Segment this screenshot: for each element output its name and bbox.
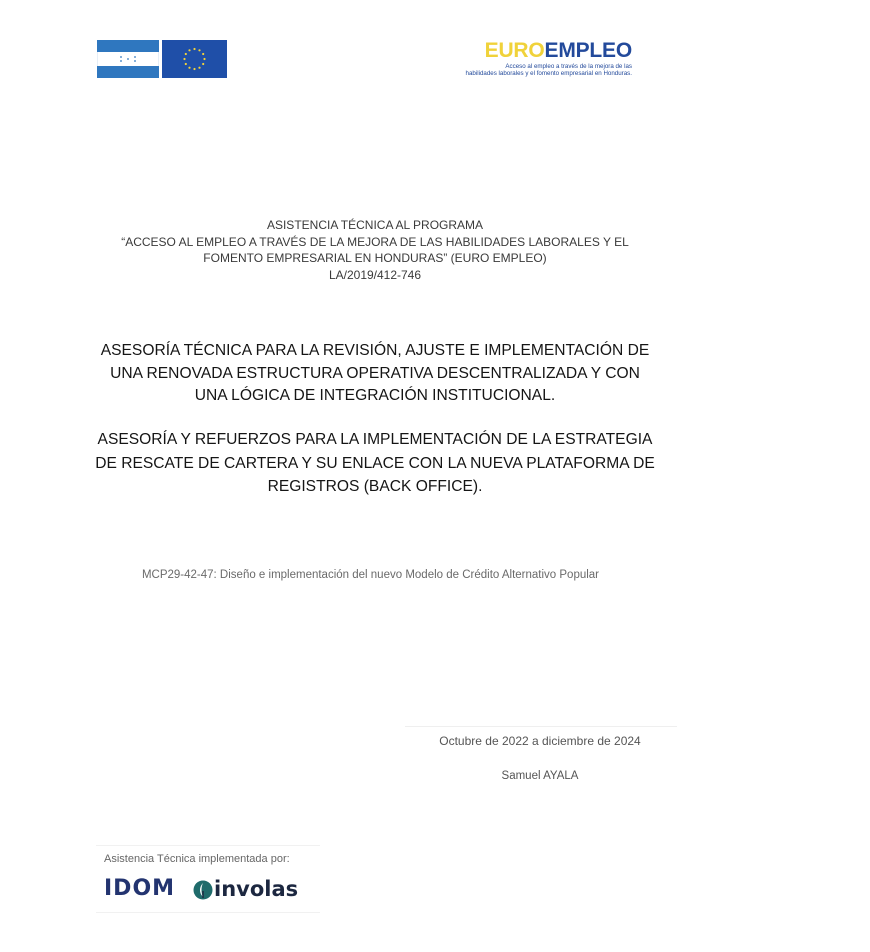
document-period: Octubre de 2022 a diciembre de 2024 — [439, 734, 641, 748]
euroempleo-logo — [410, 40, 632, 80]
euroempleo-word-empleo: EMPLEO — [544, 39, 632, 62]
document-title-1 — [95, 340, 655, 408]
programa-line2: “ACCESO AL EMPLEO A TRAVÉS DE LA MEJORA DE LAS HABILIDADES LABORALES Y EL — [121, 234, 629, 249]
euroempleo-tagline-line2: habilidades laborales y el fomento empresarial en Honduras. — [465, 70, 632, 77]
programa-block — [100, 217, 650, 283]
flag-band-bottom — [97, 66, 159, 78]
title2-line3: REGISTROS (BACK OFFICE). — [267, 478, 483, 495]
programa-line3: FOMENTO EMPRESARIAL EN HONDURAS” (EURO EMPLEO) — [203, 251, 547, 265]
document-subtitle: MCP29-42-47: Diseño e implementación del nuevo Modelo de Crédito Alternativo Popular — [141, 569, 600, 581]
document-author: Samuel AYALA — [501, 770, 579, 782]
programa-line1: ASISTENCIA TÉCNICA AL PROGRAMA — [266, 218, 484, 232]
honduras-flag-icon — [97, 40, 159, 78]
involas-leaf-icon — [193, 880, 213, 900]
involas-logo: involas — [214, 877, 299, 901]
programa-line4: LA/2019/412-746 — [328, 267, 422, 282]
title2-line1: ASESORÍA Y REFUERZOS PARA LA IMPLEMENTACIÓN DE LA ESTRATEGIA — [97, 431, 653, 448]
idom-logo: IDOM — [104, 876, 176, 901]
document-title-2 — [95, 428, 655, 499]
title1-line1: ASESORÍA TÉCNICA PARA LA REVISIÓN, AJUSTE E IMPLEMENTACIÓN DE — [100, 342, 650, 359]
title1-line2: UNA RENOVADA ESTRUCTURA OPERATIVA DESCENTRALIZADA Y CON — [110, 364, 640, 382]
euroempleo-word-euro: EURO — [484, 39, 545, 62]
title2-line2: DE RESCATE DE CARTERA Y SU ENLACE CON LA NUEVA PLATAFORMA DE — [95, 454, 655, 472]
euroempleo-tagline-line1: Acceso al empleo a través de la mejora de las — [505, 63, 632, 70]
footer-label: Asistencia Técnica implementada por: — [104, 853, 290, 865]
eu-flag-icon — [162, 40, 227, 78]
euroempleo-wordmark — [410, 40, 632, 62]
flag-stars-icon — [97, 52, 159, 66]
title1-line3: UNA LÓGICA DE INTEGRACIÓN INSTITUCIONAL. — [194, 387, 556, 404]
divider — [405, 726, 677, 727]
flag-band-top — [97, 40, 159, 52]
euroempleo-tagline — [410, 63, 632, 77]
